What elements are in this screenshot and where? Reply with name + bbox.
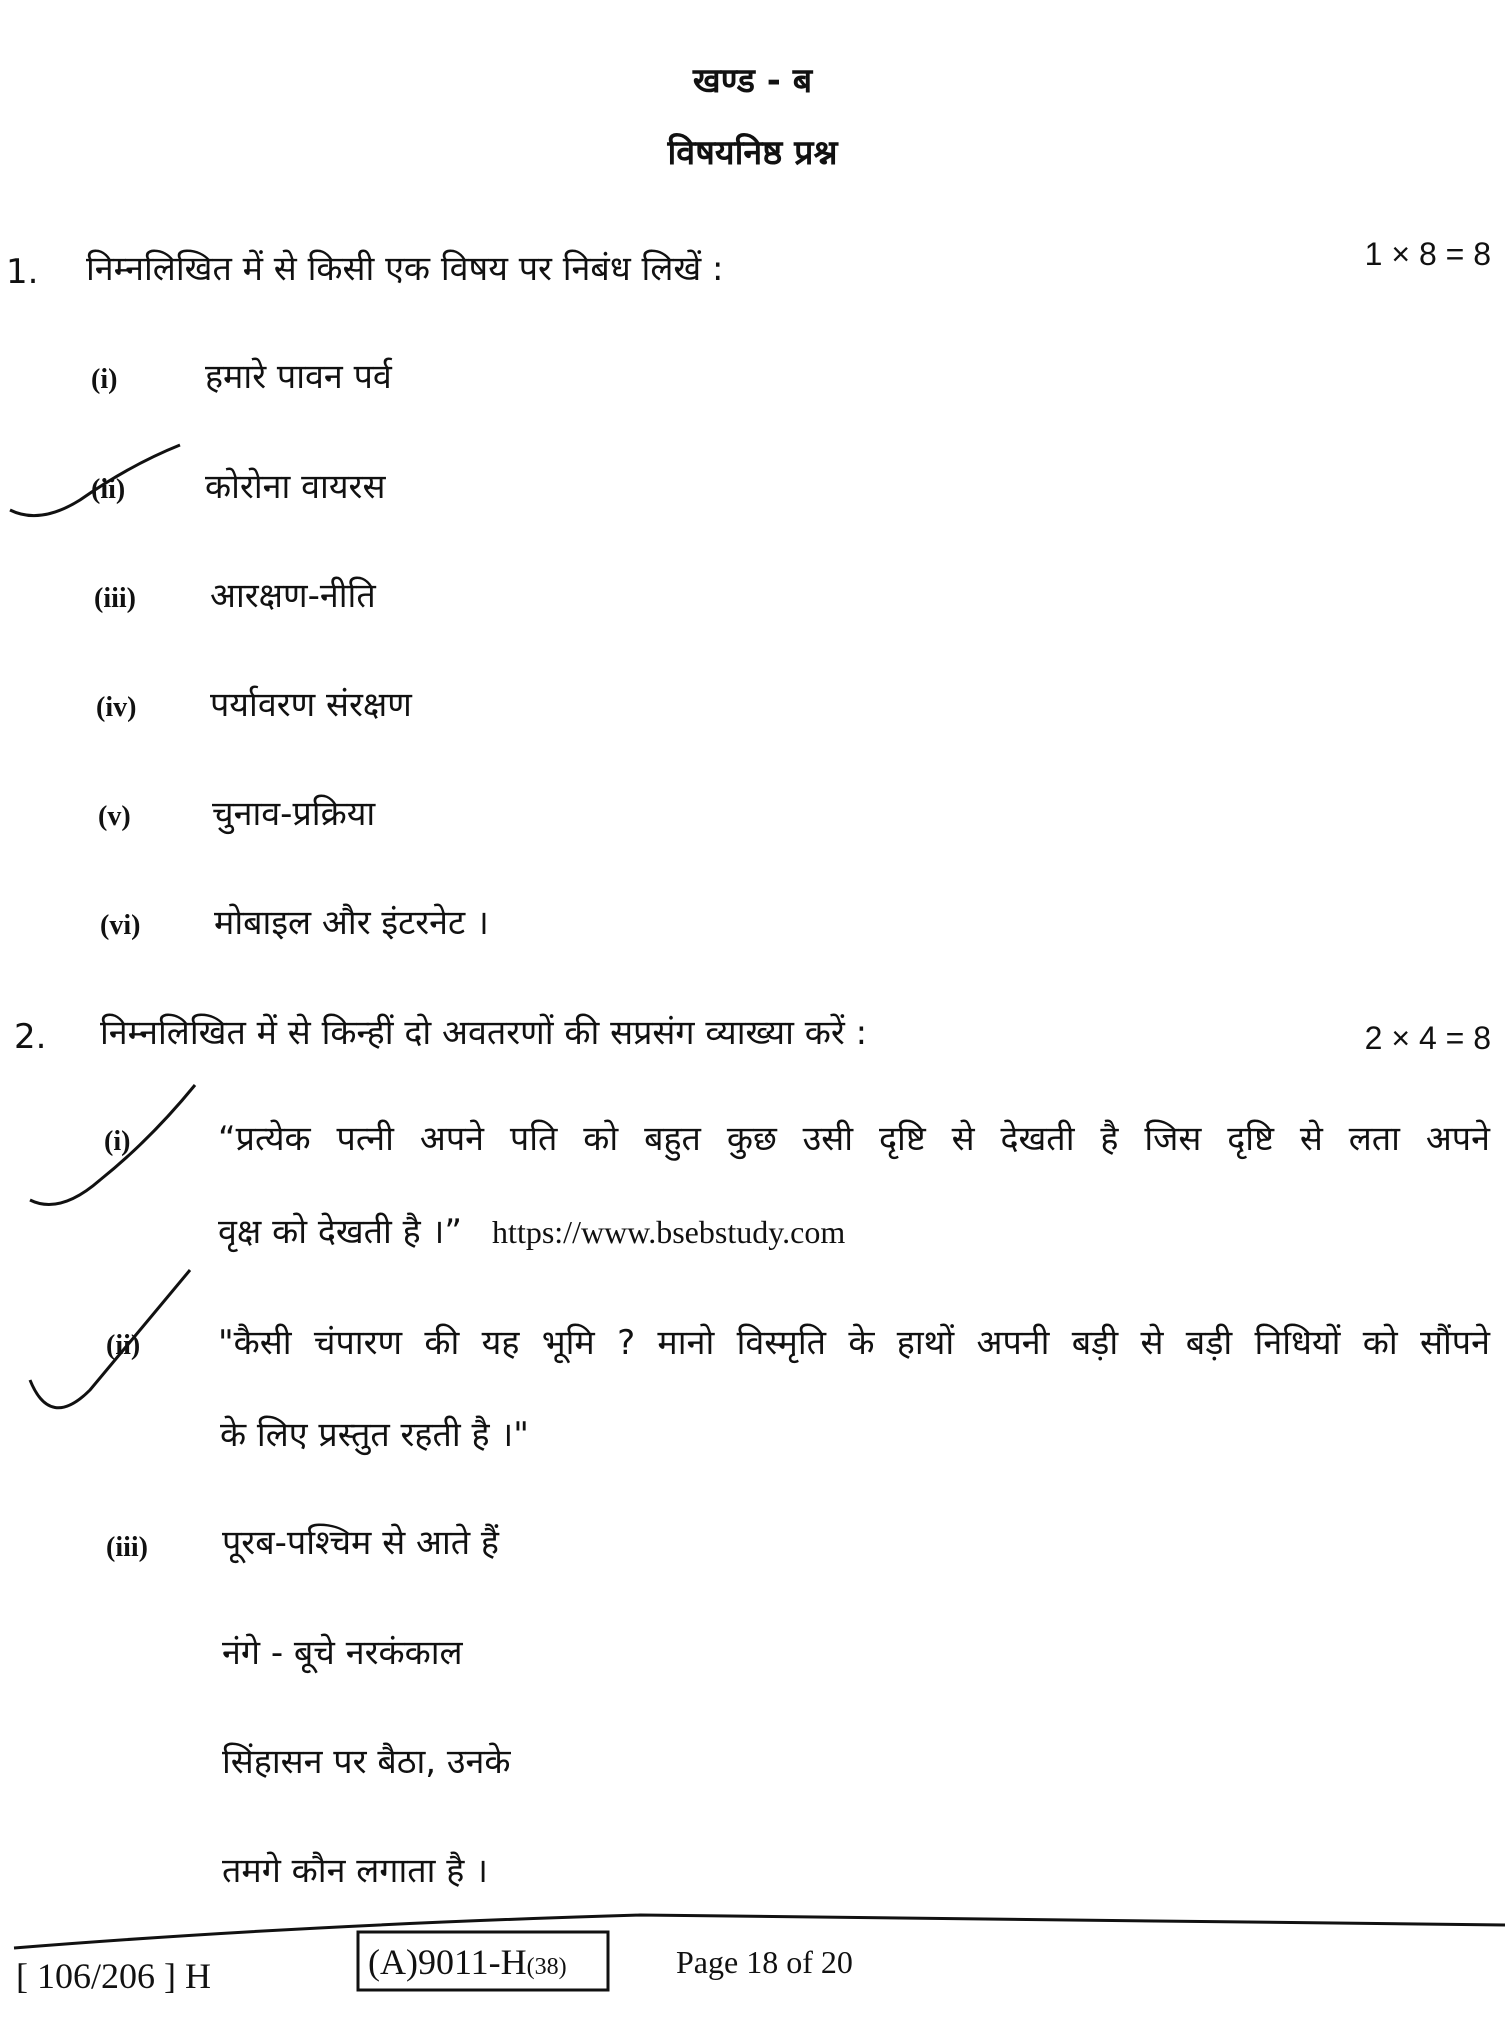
paper-code-main: (A)9011-H [368, 1942, 527, 1982]
passage-line: "कैसी चंपारण की यह भूमि ? मानो विस्मृति के हाथों अपनी बड़ी से बड़ी निधियों को सौंपने [218, 1323, 1490, 1363]
question-number: 1. [6, 252, 39, 292]
poem-line: तमगे कौन लगाता है । [222, 1851, 488, 1891]
poem-line: सिंहासन पर बैठा, उनके [222, 1742, 511, 1782]
item-label: (iii) [106, 1532, 148, 1563]
passage-text: वृक्ष को देखती है ।” [218, 1212, 463, 1252]
item-label: (v) [98, 801, 131, 832]
item-label: (vi) [100, 910, 141, 941]
question-text: निम्नलिखित में से किन्हीं दो अवतरणों की सप्रसंग व्याख्या करें : [100, 1013, 868, 1053]
tick-mark-icon [30, 1270, 190, 1408]
question-marks: 2 × 4 = 8 [1364, 1020, 1491, 1056]
passage-line: “प्रत्येक पत्नी अपने पति को बहुत कुछ उसी दृष्टि से देखती है जिस दृष्टि से लता अपने [218, 1119, 1490, 1159]
paper-code [368, 1944, 567, 1980]
item-label: (iv) [96, 692, 137, 723]
question-marks: 1 × 8 = 8 [1364, 236, 1491, 272]
watermark-url: https://www.bsebstudy.com [492, 1214, 846, 1250]
page-number: Page 18 of 20 [676, 1944, 853, 1980]
item-text: मोबाइल और इंटरनेट । [214, 903, 489, 943]
item-label: (ii) [106, 1330, 141, 1361]
item-text: आरक्षण-नीति [210, 576, 376, 616]
item-text: हमारे पावन पर्व [205, 357, 392, 397]
question-number: 2. [14, 1017, 47, 1057]
item-text: कोरोना वायरस [205, 467, 386, 507]
passage-line: के लिए प्रस्तुत रहती है ।" [220, 1415, 529, 1455]
footer-code: [ 106/206 ] H [16, 1956, 211, 1996]
poem-line: नंगे - बूचे नरकंकाल [222, 1633, 463, 1673]
tick-mark-icon [10, 445, 180, 516]
item-label: (i) [91, 364, 118, 395]
item-label: (i) [104, 1126, 131, 1157]
section-subtitle: विषयनिष्ठ प्रश्न [667, 133, 838, 173]
question-text: निम्नलिखित में से किसी एक विषय पर निबंध लिखें : [86, 249, 724, 289]
item-label: (iii) [94, 583, 136, 614]
item-text: पर्यावरण संरक्षण [210, 685, 412, 725]
item-label: (ii) [91, 474, 126, 505]
paper-code-sub: (38) [526, 1954, 567, 1980]
section-heading: खण्ड - ब [692, 61, 813, 101]
tick-mark-icon [30, 1085, 195, 1205]
item-text: चुनाव-प्रक्रिया [212, 794, 376, 834]
poem-line: पूरब-पश्चिम से आते हैं [222, 1523, 499, 1563]
